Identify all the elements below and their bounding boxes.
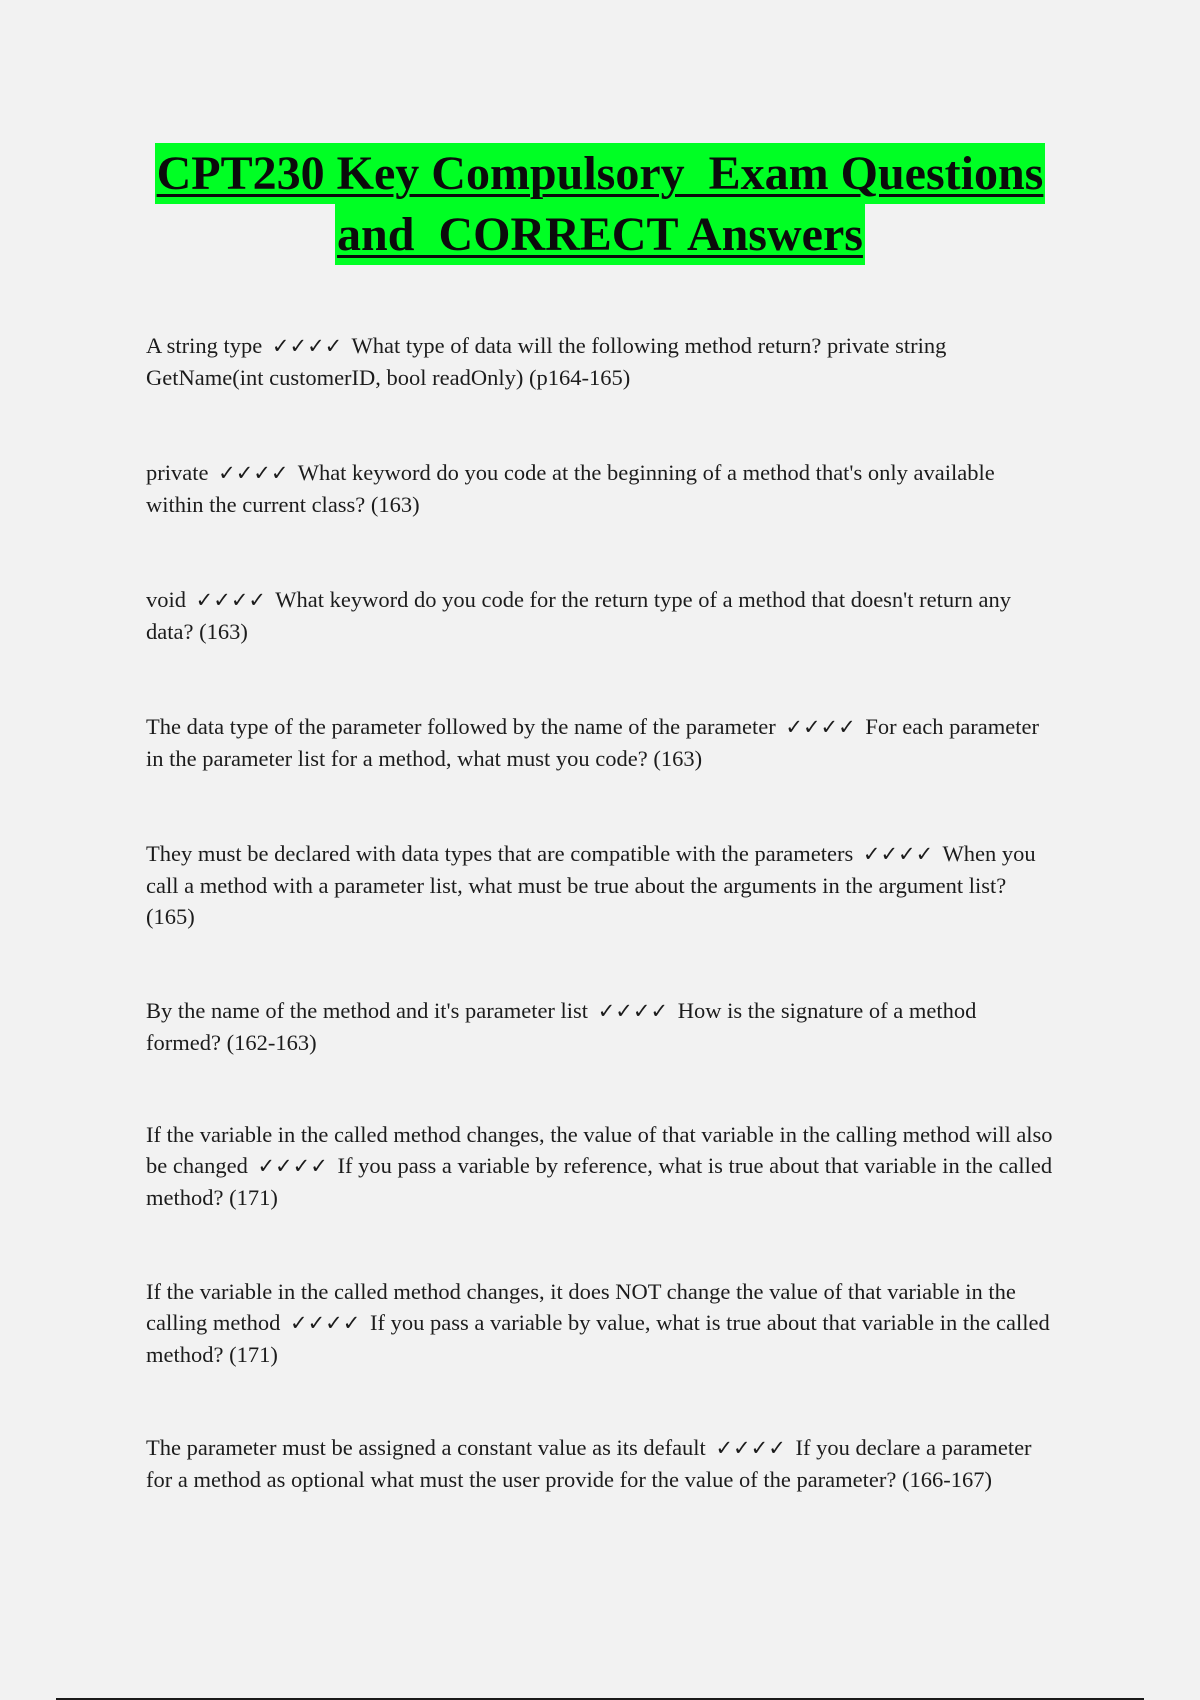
qa-item [146, 711, 1056, 774]
qa-question: What keyword do you code at the beginning of a method that's only available within the current class? (163) [146, 460, 995, 517]
qa-answer: The data type of the parameter followed by the name of the parameter [146, 714, 776, 739]
qa-item [146, 1119, 1056, 1213]
checkmarks-icon: ✓✓✓✓ [195, 588, 267, 612]
checkmarks-icon: ✓✓✓✓ [271, 334, 343, 358]
qa-item [146, 584, 1056, 647]
title-line-1: CPT230 Key Compulsory Exam Questions [155, 143, 1046, 204]
checkmarks-icon: ✓✓✓✓ [218, 461, 289, 485]
qa-question: What type of data will the following method return? private string GetName(int customerID, bool readOnly) (p164-165) [146, 333, 947, 390]
checkmarks-icon: ✓✓✓✓ [257, 1154, 328, 1178]
qa-answer: If the variable in the called method changes, the value of that variable in the calling method will also be changed [146, 1122, 1053, 1178]
qa-answer: The parameter must be assigned a constant value as its default [146, 1435, 706, 1460]
qa-question: If you pass a variable by reference, what is true about that variable in the called method? (171) [146, 1153, 1053, 1210]
qa-item [146, 995, 1056, 1058]
qa-answer: They must be declared with data types that are compatible with the parameters [146, 841, 854, 866]
checkmarks-icon: ✓✓✓✓ [289, 1311, 361, 1335]
qa-question: For each parameter in the parameter list for a method, what must you code? (163) [146, 714, 1040, 771]
document-title [0, 143, 1200, 265]
qa-answer: void [146, 587, 187, 612]
qa-item [146, 1276, 1056, 1370]
qa-question: If you pass a variable by value, what is true about that variable in the called method? (171) [146, 1310, 1050, 1367]
checkmarks-icon: ✓✓✓✓ [785, 715, 856, 739]
title-line-2: and CORRECT Answers [335, 204, 865, 265]
qa-question: When you call a method with a parameter list, what must be true about the arguments in the argument list? (165) [146, 841, 1036, 929]
qa-answer: private [146, 460, 209, 485]
qa-question: How is the signature of a method formed? (162-163) [146, 998, 977, 1055]
qa-question: If you declare a parameter for a method as optional what must the user provide for the value of the parameter? (166-167) [146, 1435, 1032, 1492]
qa-answer: By the name of the method and it's parameter list [146, 998, 589, 1023]
qa-item [146, 838, 1056, 932]
qa-item [146, 330, 1056, 393]
qa-item [146, 457, 1056, 520]
checkmarks-icon: ✓✓✓✓ [715, 1436, 786, 1460]
qa-answer: If the variable in the called method changes, it does NOT change the value of that variable in the calling method [146, 1279, 1016, 1335]
qa-answer: A string type [146, 333, 263, 358]
qa-question: What keyword do you code for the return type of a method that doesn't return any data? (163) [146, 587, 1011, 644]
checkmarks-icon: ✓✓✓✓ [862, 842, 934, 866]
qa-item [146, 1432, 1056, 1495]
checkmarks-icon: ✓✓✓✓ [597, 999, 669, 1023]
